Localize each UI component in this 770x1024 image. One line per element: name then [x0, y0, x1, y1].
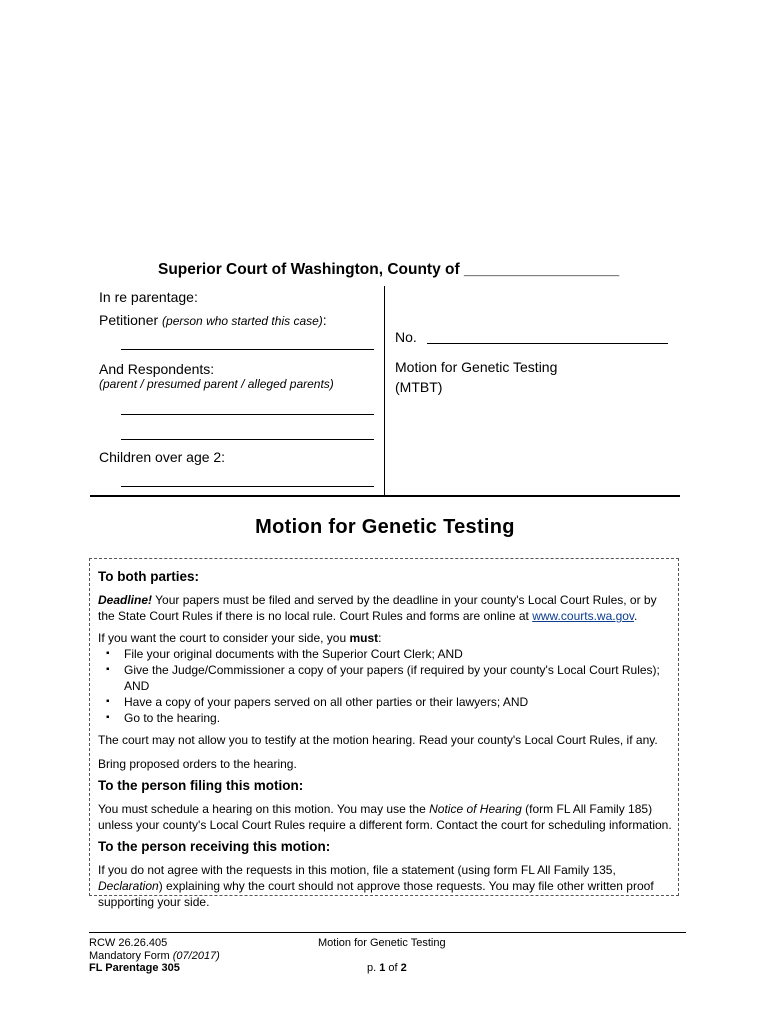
bring-orders-paragraph: Bring proposed orders to the hearing.: [98, 757, 297, 771]
instructions-box: [89, 558, 679, 909]
petitioner-label-row: [99, 312, 327, 328]
petitioner-colon: :: [322, 312, 327, 328]
caption-divider: [384, 286, 385, 496]
children-label: Children over age 2:: [99, 449, 226, 465]
petitioner-note: (person who started this case): [162, 314, 323, 328]
list-item: ▪ Go to the hearing.: [98, 710, 672, 726]
in-re-label: In re parentage:: [99, 289, 198, 305]
petitioner-label: Petitioner: [99, 312, 163, 328]
footer-page-number: p. 1 of 2: [367, 962, 407, 974]
petitioner-name-line[interactable]: [121, 349, 374, 350]
filing-text-2: (form FL All Family 185) unless your county's Local Court Rules require a different form. Contact the court for scheduling information.: [98, 802, 672, 832]
footer-mandatory: Mandatory Form (07/2017): [89, 949, 220, 962]
requirements-list: [98, 646, 672, 726]
filing-text-1: You must schedule a hearing on this motion. You may use the: [98, 802, 430, 816]
page-title: Motion for Genetic Testing: [255, 516, 515, 538]
list-item: ▪ File your original documents with the Superior Court Clerk; AND: [98, 646, 672, 662]
respondents-note: (parent / presumed parent / alleged parents): [99, 377, 334, 391]
filing-heading: To the person filing this motion:: [98, 778, 304, 793]
receiving-paragraph: [98, 862, 672, 910]
caption-bottom-rule: [90, 495, 680, 497]
respondent-name-line-1[interactable]: [121, 414, 374, 415]
caption-doc-code: (MTBT): [395, 379, 443, 395]
respondents-label: And Respondents:: [99, 361, 215, 377]
deadline-text: Your papers must be filed and served by the deadline in your county's Local Court Rules, or by the State Court Rules if there is no local rule. Court Rules and forms are online at: [98, 593, 657, 623]
consider-must: must: [349, 631, 379, 645]
consider-colon: :: [378, 631, 382, 645]
court-title: Superior Court of Washington, County of __________________: [158, 261, 620, 278]
both-parties-heading: To both parties:: [98, 569, 199, 584]
footer-mandatory-date: (07/2017): [172, 949, 220, 962]
receiving-text-1: If you do not agree with the requests in this motion, file a statement (using form FL All Family 135,: [98, 863, 616, 877]
caption-doc-title: Motion for Genetic Testing: [395, 359, 558, 375]
filing-italic: Notice of Hearing: [429, 802, 522, 816]
receiving-heading: To the person receiving this motion:: [98, 839, 331, 854]
deadline-paragraph: [98, 592, 672, 624]
footer-rcw: RCW 26.26.405: [89, 937, 168, 949]
consider-paragraph: [98, 630, 672, 646]
case-number-line[interactable]: [427, 343, 668, 344]
footer-left: [89, 937, 220, 975]
filing-paragraph: [98, 801, 672, 833]
list-item: ▪ Give the Judge/Commissioner a copy of your papers (if required by your county's Local Court Rules); AND: [98, 662, 672, 694]
testify-paragraph: The court may not allow you to testify at the motion hearing. Read your county's Local Court Rules, if any.: [98, 733, 658, 747]
case-number-label: No.: [395, 329, 417, 345]
consider-text: If you want the court to consider your side, you: [98, 631, 350, 645]
courts-link[interactable]: www.courts.wa.gov: [532, 609, 635, 623]
deadline-end: .: [634, 609, 638, 623]
list-item: ▪ Have a copy of your papers served on all other parties or their lawyers; AND: [98, 694, 672, 710]
deadline-label: Deadline!: [98, 593, 153, 607]
footer-rule: [89, 932, 686, 933]
receiving-text-2: ) explaining why the court should not approve those requests. You may file other written proof supporting your side.: [98, 879, 654, 909]
footer-center-title: Motion for Genetic Testing: [318, 937, 446, 949]
children-name-line[interactable]: [121, 486, 374, 487]
respondent-name-line-2[interactable]: [121, 439, 374, 440]
receiving-italic: Declaration: [98, 879, 159, 893]
footer-form-id: FL Parentage 305: [89, 962, 180, 974]
